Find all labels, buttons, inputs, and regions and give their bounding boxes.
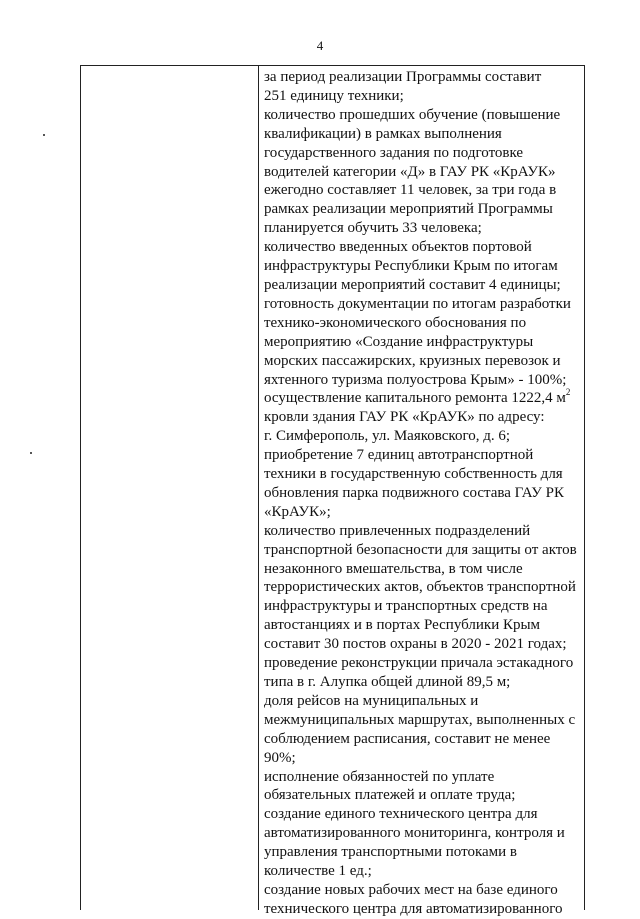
table-right-cell <box>264 68 582 919</box>
text-line: создание единого технического центра для <box>264 806 538 823</box>
text-line: технического центра для автоматизированного <box>264 900 563 917</box>
text-line: кровли здания ГАУ РК «КрАУК» по адресу: <box>264 409 545 426</box>
page-number: 4 <box>316 38 324 53</box>
text-line: создание новых рабочих мест на базе единого <box>264 881 558 898</box>
text-line: техники в государственную собственность для <box>264 466 563 483</box>
text-line: 251 единицу техники; <box>264 87 404 104</box>
text-line: типа в г. Алупка общей длиной 89,5 м; <box>264 674 511 690</box>
text-line: незаконного вмешательства, в том числе <box>264 560 523 577</box>
area-unit-superscript: 2 <box>565 387 571 398</box>
text-line: ежегодно составляет 11 человек, за три года в <box>264 182 557 199</box>
text-line: составит 30 постов охраны в 2020 - 2021 годах; <box>264 636 567 653</box>
text-line: количестве 1 ед.; <box>264 863 372 880</box>
text-line: государственного задания по подготовке <box>264 144 524 161</box>
text-line: морских пассажирских, круизных перевозок и <box>264 352 561 369</box>
text-line: мероприятию «Создание инфраструктуры <box>264 333 534 350</box>
text-line: проведение реконструкции причала эстакадного <box>264 655 574 672</box>
text-line: инфраструктуры и транспортных средств на <box>264 598 548 615</box>
text-line: приобретение 7 единиц автотранспортной <box>264 447 534 464</box>
text-line: соблюдением расписания, составит не менее <box>264 730 551 747</box>
document-table <box>80 65 585 917</box>
text-line: транспортной безопасности для защиты от актов <box>264 541 577 558</box>
text-line: г. Симферополь, ул. Маяковского, д. 6; <box>264 428 511 445</box>
margin-mark <box>30 452 32 454</box>
text-line: 90%; <box>264 749 296 766</box>
text-line: обновления парка подвижного состава ГАУ РК <box>264 484 564 501</box>
text-line: количество привлеченных подразделений <box>264 522 531 539</box>
text-line: управления транспортными потоками в <box>264 844 518 861</box>
text-line: террористических актов, объектов транспортной <box>264 579 576 596</box>
text-line: водителей категории «Д» в ГАУ РК «КрАУК» <box>264 163 556 180</box>
text-line: «КрАУК»; <box>264 503 331 520</box>
text-line: исполнение обязанностей по уплате <box>264 768 495 785</box>
text-line: межмуниципальных маршрутах, выполненных с <box>264 711 576 728</box>
text-line: квалификации) в рамках выполнения <box>264 125 502 142</box>
text-line: количество прошедших обучение (повышение <box>264 106 561 123</box>
text-line: количество введенных объектов портовой <box>264 239 532 256</box>
text-line: обязательных платежей и оплате труда; <box>264 787 516 804</box>
text-line: планируется обучить 33 человека; <box>264 220 482 237</box>
text-line-area <box>264 389 582 408</box>
text-line: реализации мероприятий составит 4 единицы; <box>264 276 561 293</box>
text-line: автостанциях и в портах Республики Крым <box>264 617 541 634</box>
text-line: инфраструктуры Республики Крым по итогам <box>264 258 558 275</box>
text-line: доля рейсов на муниципальных и <box>264 692 479 709</box>
text-line: рамках реализации мероприятий Программы <box>264 201 553 218</box>
text-line-main: осуществление капитального ремонта 1222,4 м <box>264 390 566 407</box>
text-line: яхтенного туризма полуострова Крым» - 100%; <box>264 371 567 388</box>
column-divider <box>258 66 259 910</box>
text-line: автоматизированного мониторинга, контроля и <box>264 825 565 842</box>
text-line: технико-экономического обоснования по <box>264 314 527 331</box>
margin-mark <box>43 134 45 136</box>
text-line: за период реализации Программы составит <box>264 69 542 85</box>
text-line: готовность документации по итогам разработки <box>264 295 571 312</box>
